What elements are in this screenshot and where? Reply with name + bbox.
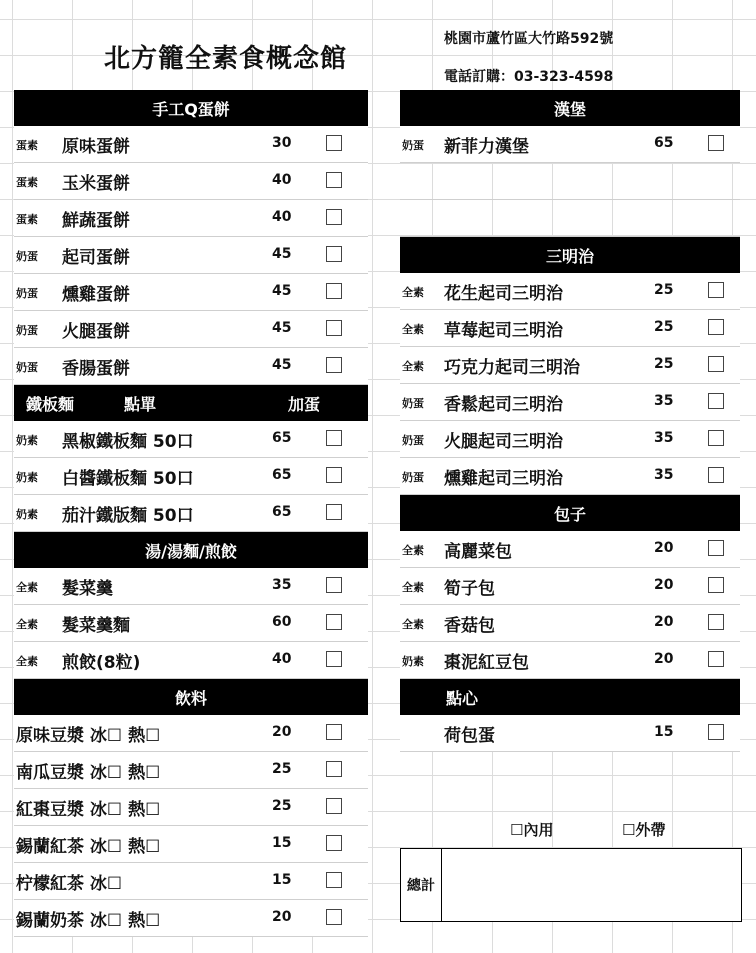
item-price: 60 xyxy=(272,614,292,630)
order-checkbox[interactable] xyxy=(326,651,342,667)
item-price: 15 xyxy=(654,724,674,740)
diet-tag: 全素 xyxy=(402,286,424,299)
section-header-sandwich xyxy=(400,237,740,273)
menu-item-row xyxy=(14,311,368,348)
section-header-snack xyxy=(400,679,740,715)
item-name: 香鬆起司三明治 xyxy=(444,395,563,415)
order-checkbox[interactable] xyxy=(708,356,724,372)
section-title: 點心 xyxy=(446,688,479,708)
menu-item-row xyxy=(400,642,740,679)
diet-tag: 奶素 xyxy=(402,655,424,668)
item-price: 45 xyxy=(272,357,292,373)
section-header-buns xyxy=(400,495,740,531)
order-checkbox[interactable] xyxy=(326,135,342,151)
item-name: 花生起司三明治 xyxy=(444,284,563,304)
menu-item-row xyxy=(400,310,740,347)
diet-tag: 奶素 xyxy=(16,508,38,521)
diet-tag: 全素 xyxy=(402,360,424,373)
diet-tag: 蛋素 xyxy=(16,139,38,152)
item-price: 25 xyxy=(654,282,674,298)
diet-tag: 奶蛋 xyxy=(16,250,38,263)
item-price: 25 xyxy=(272,761,292,777)
menu-item-row xyxy=(400,568,740,605)
item-name: 新菲力漢堡 xyxy=(444,137,529,157)
order-checkbox[interactable] xyxy=(326,172,342,188)
item-price: 20 xyxy=(272,724,292,740)
egg-pancake-list xyxy=(14,126,368,385)
section-title: 飲料 xyxy=(174,688,207,708)
section-header-egg-pancake xyxy=(14,90,368,126)
menu-item-row xyxy=(400,126,740,163)
item-name: 棗泥紅豆包 xyxy=(444,653,529,673)
item-price: 45 xyxy=(272,283,292,299)
order-checkbox[interactable] xyxy=(326,909,342,925)
item-name: 巧克力起司三明治 xyxy=(444,358,580,378)
section-title: 湯/湯麵/煎餃 xyxy=(145,541,237,561)
soup-list xyxy=(14,568,368,679)
item-name: 南瓜豆漿 冰☐ 熱☐ xyxy=(16,763,161,783)
diet-tag: 全素 xyxy=(402,581,424,594)
menu-item-row xyxy=(14,789,368,826)
drinks-list xyxy=(14,715,368,937)
buns-list xyxy=(400,531,740,679)
section-header-iron-noodle xyxy=(14,385,368,421)
order-checkbox[interactable] xyxy=(326,835,342,851)
blank-row xyxy=(400,163,740,200)
burger-list xyxy=(400,126,740,163)
diet-tag: 全素 xyxy=(16,655,38,668)
item-name: 荷包蛋 xyxy=(444,726,495,746)
section-title: 手工Q蛋餅 xyxy=(152,99,230,119)
item-price: 25 xyxy=(654,319,674,335)
diet-tag: 全素 xyxy=(16,618,38,631)
menu-item-row xyxy=(14,348,368,385)
diet-tag: 全素 xyxy=(16,581,38,594)
item-price: 25 xyxy=(272,798,292,814)
item-name: 火腿起司三明治 xyxy=(444,432,563,452)
item-name: 香腸蛋餅 xyxy=(62,359,130,379)
menu-item-row xyxy=(14,900,368,937)
menu-item-row xyxy=(400,421,740,458)
item-name: 原味蛋餅 xyxy=(62,137,130,157)
menu-item-row xyxy=(14,605,368,642)
order-checkbox[interactable] xyxy=(326,320,342,336)
diet-tag: 奶蛋 xyxy=(402,139,424,152)
order-checkbox[interactable] xyxy=(326,283,342,299)
menu-item-row xyxy=(14,163,368,200)
left-column xyxy=(14,90,368,937)
item-price: 65 xyxy=(272,430,292,446)
item-price: 20 xyxy=(272,909,292,925)
item-name: 錫蘭奶茶 冰☐ 熱☐ xyxy=(16,911,161,931)
order-checkbox[interactable] xyxy=(326,798,342,814)
menu-item-row xyxy=(14,568,368,605)
item-price: 65 xyxy=(654,135,674,151)
menu-item-row xyxy=(14,495,368,532)
item-name: 煎餃(8粒) xyxy=(62,653,141,673)
order-checkbox[interactable] xyxy=(326,357,342,373)
take-out-checkbox[interactable]: ☐外帶 xyxy=(622,821,666,839)
order-checkbox[interactable] xyxy=(326,430,342,446)
diet-tag: 奶蛋 xyxy=(402,434,424,447)
total-box xyxy=(400,848,742,922)
diet-tag: 奶素 xyxy=(16,471,38,484)
menu-item-row xyxy=(400,715,740,752)
total-label: 總計 xyxy=(401,849,442,921)
item-price: 65 xyxy=(272,504,292,520)
blank-row xyxy=(400,200,740,237)
menu-item-row xyxy=(400,605,740,642)
item-name: 筍子包 xyxy=(444,579,495,599)
diet-tag: 蛋素 xyxy=(16,176,38,189)
item-name: 起司蛋餅 xyxy=(62,248,130,268)
item-price: 25 xyxy=(654,356,674,372)
item-price: 15 xyxy=(272,835,292,851)
menu-item-row xyxy=(14,274,368,311)
item-price: 30 xyxy=(272,135,292,151)
add-egg-column-label: 加蛋 xyxy=(288,394,321,414)
dining-option-row xyxy=(400,810,740,846)
item-name: 髮菜羹麵 xyxy=(62,616,130,636)
shop-phone: 電話訂購：03-323-4598 xyxy=(444,69,614,85)
item-price: 15 xyxy=(272,872,292,888)
item-price: 35 xyxy=(654,393,674,409)
diet-tag: 奶素 xyxy=(16,434,38,447)
section-title: 包子 xyxy=(553,504,586,524)
order-checkbox[interactable] xyxy=(708,319,724,335)
diet-tag: 奶蛋 xyxy=(16,361,38,374)
item-name: 高麗菜包 xyxy=(444,542,512,562)
diet-tag: 蛋素 xyxy=(16,213,38,226)
order-checkbox[interactable] xyxy=(326,872,342,888)
menu-item-row xyxy=(14,863,368,900)
item-price: 20 xyxy=(654,577,674,593)
order-checkbox[interactable] xyxy=(708,540,724,556)
item-name: 燻雞起司三明治 xyxy=(444,469,563,489)
order-checkbox[interactable] xyxy=(708,651,724,667)
item-name: 錫蘭紅茶 冰☐ 熱☐ xyxy=(16,837,161,857)
menu-item-row xyxy=(14,642,368,679)
menu-item-row xyxy=(14,752,368,789)
order-checkbox[interactable] xyxy=(708,430,724,446)
order-checkbox[interactable] xyxy=(326,724,342,740)
item-price: 20 xyxy=(654,651,674,667)
item-name: 黑椒鐵板麵 50口 xyxy=(62,432,194,452)
item-price: 35 xyxy=(654,467,674,483)
section-header-drinks xyxy=(14,679,368,715)
sandwich-list xyxy=(400,273,740,495)
order-checkbox[interactable] xyxy=(326,246,342,262)
shop-title: 北方籠全素食概念館 xyxy=(104,44,348,74)
item-price: 35 xyxy=(272,577,292,593)
diet-tag: 全素 xyxy=(402,618,424,631)
section-title: 漢堡 xyxy=(553,99,586,119)
menu-item-row xyxy=(14,126,368,163)
order-checkbox[interactable] xyxy=(326,577,342,593)
menu-item-row xyxy=(14,237,368,274)
snack-list xyxy=(400,715,740,752)
item-name: 白醬鐵板麵 50口 xyxy=(62,469,194,489)
order-column-label: 點單 xyxy=(124,394,157,414)
item-price: 40 xyxy=(272,651,292,667)
item-name: 鮮蔬蛋餅 xyxy=(62,211,130,231)
item-price: 65 xyxy=(272,467,292,483)
item-name: 髮菜羹 xyxy=(62,579,113,599)
item-price: 45 xyxy=(272,246,292,262)
section-header-soup xyxy=(14,532,368,568)
menu-item-row xyxy=(400,531,740,568)
item-name: 紅棗豆漿 冰☐ 熱☐ xyxy=(16,800,161,820)
diet-tag: 全素 xyxy=(402,544,424,557)
order-checkbox[interactable] xyxy=(708,282,724,298)
shop-address: 桃園市蘆竹區大竹路592號 xyxy=(444,31,614,47)
order-checkbox[interactable] xyxy=(708,577,724,593)
diet-tag: 奶蛋 xyxy=(16,287,38,300)
item-name: 玉米蛋餅 xyxy=(62,174,130,194)
section-title: 三明治 xyxy=(545,246,594,266)
menu-item-row xyxy=(400,273,740,310)
diet-tag: 奶蛋 xyxy=(16,324,38,337)
diet-tag: 奶蛋 xyxy=(402,471,424,484)
menu-item-row xyxy=(400,347,740,384)
item-price: 35 xyxy=(654,430,674,446)
item-price: 20 xyxy=(654,614,674,630)
item-name: 原味豆漿 冰☐ 熱☐ xyxy=(16,726,161,746)
menu-item-row xyxy=(14,200,368,237)
order-checkbox[interactable] xyxy=(326,614,342,630)
order-checkbox[interactable] xyxy=(326,467,342,483)
dine-in-checkbox[interactable]: ☐內用 xyxy=(510,821,554,839)
item-name: 火腿蛋餅 xyxy=(62,322,130,342)
order-checkbox[interactable] xyxy=(708,467,724,483)
item-name: 柠檬紅茶 冰☐ xyxy=(16,874,123,894)
menu-item-row xyxy=(14,421,368,458)
menu-item-row xyxy=(400,384,740,421)
item-price: 45 xyxy=(272,320,292,336)
iron-noodle-list xyxy=(14,421,368,532)
order-checkbox[interactable] xyxy=(708,614,724,630)
diet-tag: 奶蛋 xyxy=(402,397,424,410)
diet-tag: 全素 xyxy=(402,323,424,336)
order-checkbox[interactable] xyxy=(326,209,342,225)
item-price: 40 xyxy=(272,172,292,188)
right-column xyxy=(400,90,740,752)
order-checkbox[interactable] xyxy=(708,724,724,740)
menu-item-row xyxy=(14,715,368,752)
item-name: 茄汁鐵版麵 50口 xyxy=(62,506,194,526)
item-name: 香菇包 xyxy=(444,616,495,636)
item-price: 20 xyxy=(654,540,674,556)
menu-item-row xyxy=(14,826,368,863)
section-header-burger xyxy=(400,90,740,126)
item-name: 草莓起司三明治 xyxy=(444,321,563,341)
order-checkbox[interactable] xyxy=(708,393,724,409)
menu-item-row xyxy=(400,458,740,495)
section-title: 鐵板麵 xyxy=(26,394,75,414)
menu-item-row xyxy=(14,458,368,495)
order-checkbox[interactable] xyxy=(326,504,342,520)
item-price: 40 xyxy=(272,209,292,225)
order-checkbox[interactable] xyxy=(708,135,724,151)
item-name: 燻雞蛋餅 xyxy=(62,285,130,305)
order-checkbox[interactable] xyxy=(326,761,342,777)
